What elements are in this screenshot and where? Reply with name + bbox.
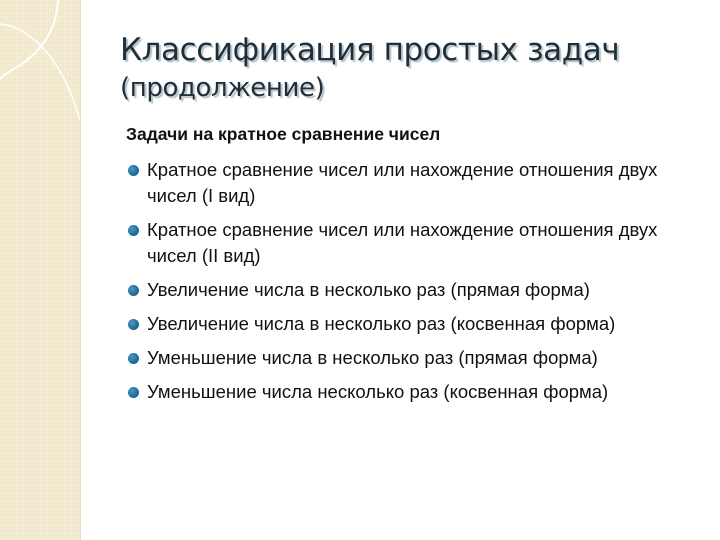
slide-content [126,124,706,413]
bullet-item [126,311,706,337]
bullet-text: Уменьшение числа несколько раз (косвенная форма) [147,381,609,402]
round-bullet-icon [128,165,139,176]
round-bullet-icon [128,225,139,236]
bullet-text: Уменьшение числа в несколько раз (прямая форма) [147,347,598,368]
bullet-item [126,277,706,303]
bullet-text: Кратное сравнение чисел или нахождение отношения двух чисел (I вид) [147,159,658,206]
bullet-item [126,157,706,209]
title-line-2: (продолжение) [120,73,325,103]
bullet-text: Кратное сравнение чисел или нахождение отношения двух чисел (II вид) [147,219,658,266]
bullet-item [126,217,706,269]
round-bullet-icon [128,353,139,364]
bullet-list [126,157,706,405]
section-subheading: Задачи на кратное сравнение чисел [126,124,441,144]
round-bullet-icon [128,387,139,398]
title-line-1: Классификация простых задач [120,32,620,68]
bullet-item [126,379,706,405]
slide-title [120,30,700,106]
bullet-text: Увеличение числа в несколько раз (косвенная форма) [147,313,616,334]
bullet-item [126,345,706,371]
bullet-text: Увеличение числа в несколько раз (прямая форма) [147,279,590,300]
curve-ornament-icon [0,0,80,160]
decorative-side-band [0,0,81,540]
round-bullet-icon [128,319,139,330]
round-bullet-icon [128,285,139,296]
